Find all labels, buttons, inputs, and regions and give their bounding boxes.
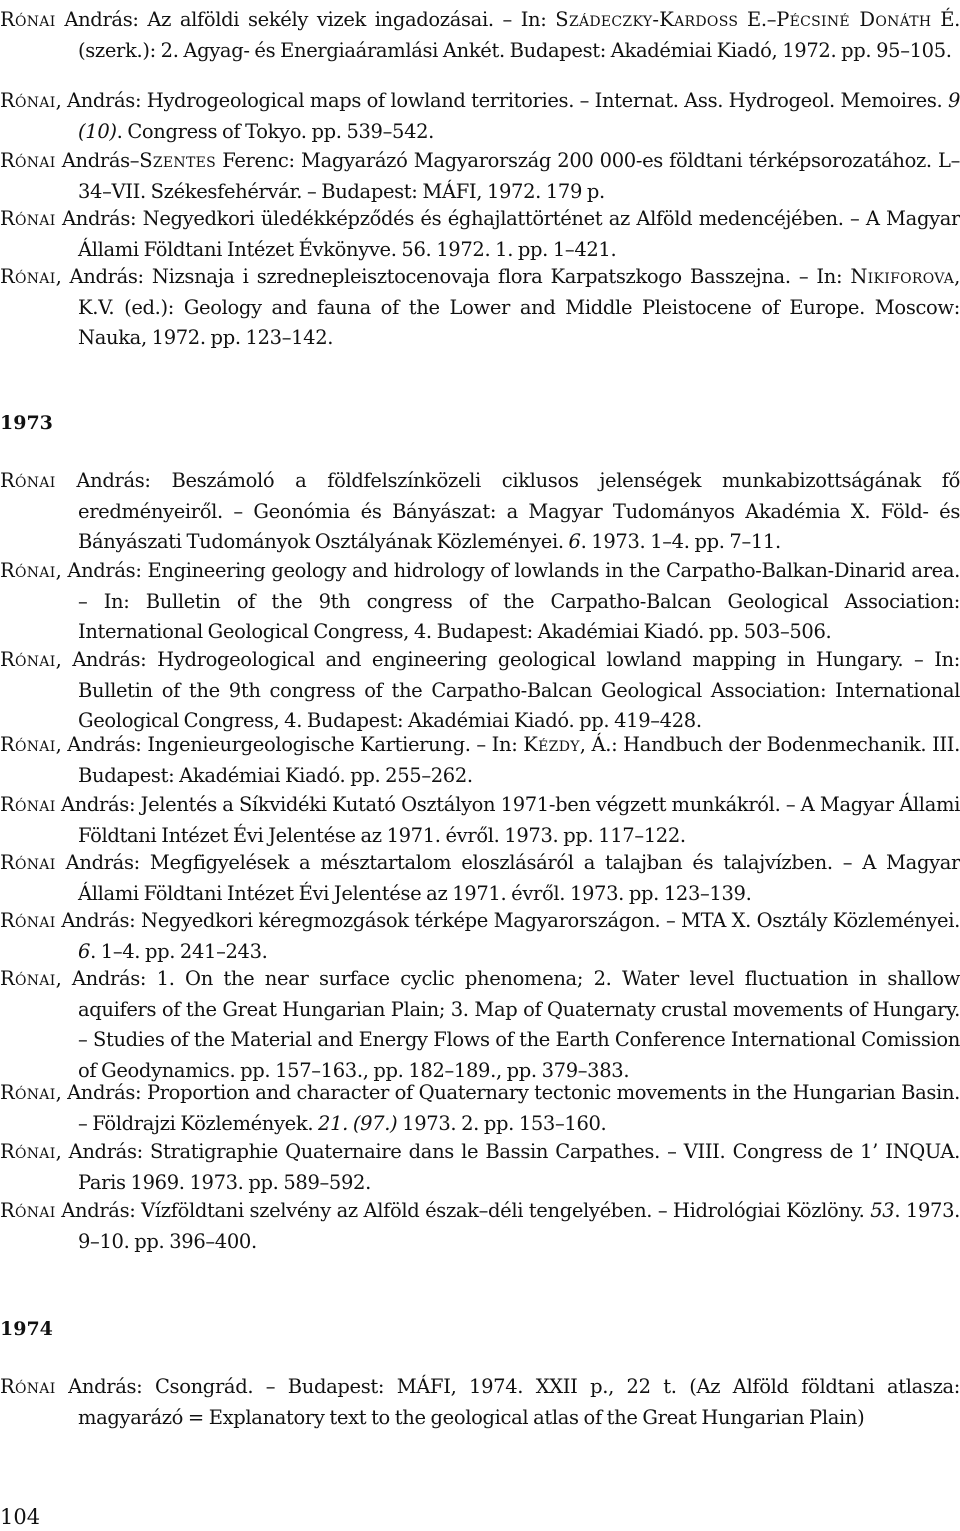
citation-text: , K.V. (ed.): Geology and fauna of the Lower and Middle Pleistocene of Europe. Moscow: Nauka, 1972. pp. 123–142.	[78, 265, 960, 349]
bibliography-entry	[0, 848, 960, 909]
bibliography-entry	[0, 1137, 960, 1198]
citation-text: , Á.: Handbuch der Bodenmechanik. III. Budapest: Akadémiai Kiadó. pp. 255–262.	[78, 733, 960, 787]
author-name: Rónai	[0, 8, 56, 31]
author-name: Rónai	[0, 851, 56, 874]
bibliography-entry	[0, 1078, 960, 1139]
citation-text: E.–	[738, 8, 777, 31]
bibliography-entry	[0, 1372, 960, 1433]
volume-number: 53	[870, 1199, 895, 1222]
citation-text: , András: Hydrogeological maps of lowland territories. – Internat. Ass. Hydrogeol. Memoires.	[55, 89, 948, 112]
bibliography-entry	[0, 86, 960, 147]
citation-text: András: Csongrád. – Budapest: MÁFI, 1974. XXII p., 22 t. (Az Alföld földtani atlasza: magyarázó = Explanatory text to the geological atlas of the Great Hungarian Plain)	[55, 1375, 960, 1429]
author-name: Rónai	[0, 1199, 56, 1222]
author-name: Rónai	[0, 207, 56, 230]
citation-text: András: Jelentés a Síkvidéki Kutató Osztályon 1971-ben végzett munkákról. – A Magyar Állami Földtani Intézet Évi Jelentése az 1971. évről. 1973. pp. 117–122.	[55, 793, 960, 847]
citation-text: 1973. 2. pp. 153–160.	[397, 1111, 607, 1135]
citation-text: É. (szerk.): 2. Agyag- és Energiaáramlási Ankét. Budapest: Akadémiai Kiadó, 1972. pp. 95–105.	[78, 8, 960, 62]
citation-text: András: Megfigyelések a mésztartalom eloszlásáról a talajban és talajvízben. – A Magyar Állami Földtani Intézet Évi Jelentése az 1971. évről. 1973. pp. 123–139.	[55, 851, 960, 905]
author-name: Szádeczky-Kardoss	[555, 8, 739, 31]
bibliography-entry	[0, 906, 960, 967]
volume-number: 21. (97.)	[318, 1111, 398, 1135]
author-name: Szentes	[139, 149, 216, 172]
volume-number: 9 (10)	[78, 89, 960, 143]
citation-text: András–	[55, 149, 140, 172]
author-name: Rónai	[0, 469, 56, 492]
bibliography-entry	[0, 1196, 960, 1257]
volume-number: 6	[78, 939, 91, 963]
citation-text: . 1–4. pp. 241–243.	[90, 939, 268, 963]
bibliography-entry	[0, 645, 960, 737]
author-name: Rónai	[0, 265, 56, 288]
bibliography-entry	[0, 556, 960, 648]
author-name: Rónai	[0, 1140, 56, 1163]
author-name: Pécsiné Donáth	[776, 8, 932, 31]
citation-text: , András: Hydrogeological and engineering geological lowland mapping in Hungary. – In: Bulletin of the 9th congress of the Carpatho-Balcan Geological Association: International Geological Congress, 4. Budapest: Akadémiai Kiadó. pp. 419–428.	[55, 648, 960, 732]
citation-text: András: Negyedkori üledékképződés és éghajlattörténet az Alföld medencéjében. – A Magyar Állami Földtani Intézet Évkönyve. 56. 1972. 1. pp. 1–421.	[55, 207, 960, 261]
author-name: Rónai	[0, 149, 56, 172]
citation-text: , András: Ingenieurgeologische Kartierung. – In:	[55, 733, 524, 756]
author-name: Kézdy	[523, 733, 580, 756]
year-heading-1973: 1973	[0, 412, 53, 434]
bibliography-entry	[0, 5, 960, 66]
year-heading-1974: 1974	[0, 1318, 53, 1340]
bibliography-entry	[0, 730, 960, 791]
volume-number: 6	[568, 530, 581, 553]
author-name: Rónai	[0, 89, 56, 112]
author-name: Rónai	[0, 648, 56, 671]
citation-text: , András: Proportion and character of Quaternary tectonic movements in the Hungarian Basin. – Földrajzi Közlemények.	[55, 1081, 960, 1135]
citation-text: András: Az alföldi sekély vizek ingadozásai. – In:	[55, 8, 556, 31]
citation-text: . 1973. 9–10. pp. 396–400.	[78, 1199, 960, 1253]
citation-text: . 1973. 1–4. pp. 7–11.	[580, 530, 781, 553]
author-name: Nikiforova	[850, 265, 955, 288]
bibliography-entry	[0, 146, 960, 207]
citation-text: , András: Nizsnaja i szrednepleisztocenovaja flora Karpatszkogo Basszejna. – In:	[55, 265, 851, 288]
citation-text: , András: 1. On the near surface cyclic phenomena; 2. Water level fluctuation in shallow aquifers of the Great Hungarian Plain; 3. Map of Quaternaty crustal movements of Hungary. – Studies of the Material and Energy Flows of the Earth Conference International Comission of Geodynamics. pp. 157–163., pp. 182–189., pp. 379–383.	[55, 967, 960, 1082]
author-name: Rónai	[0, 559, 56, 582]
author-name: Rónai	[0, 793, 56, 816]
citation-text: , András: Engineering geology and hidrology of lowlands in the Carpatho-Balkan-Dinarid area. – In: Bulletin of the 9th congress of the Carpatho-Balcan Geological Association: International Geological Congress, 4. Budapest: Akadémiai Kiadó. pp. 503–506.	[55, 559, 960, 643]
page-number: 104	[0, 1505, 41, 1529]
author-name: Rónai	[0, 733, 56, 756]
author-name: Rónai	[0, 909, 56, 932]
citation-text: András: Beszámoló a földfelszínközeli ciklusos jelenségek munkabizottságának fő eredményeiről. – Geonómia és Bányászat: a Magyar Tudományos Akadémia X. Föld- és Bányászati Tudományok Osztályának Közleményei.	[55, 469, 960, 553]
bibliography-entry	[0, 466, 960, 558]
bibliography-entry	[0, 204, 960, 265]
citation-text: . Congress of Tokyo. pp. 539–542.	[116, 119, 435, 143]
bibliography-entry	[0, 964, 960, 1086]
author-name: Rónai	[0, 967, 56, 990]
citation-text: András: Negyedkori kéregmozgások térképe Magyarországon. – MTA X. Osztály Közleményei.	[55, 909, 960, 932]
bibliography-entry	[0, 262, 960, 354]
citation-text: Ferenc: Magyarázó Magyarország 200 000-es földtani térképsorozatához. L–34–VII. Székesfehérvár. – Budapest: MÁFI, 1972. 179 p.	[78, 149, 960, 203]
citation-text: , András: Stratigraphie Quaternaire dans le Bassin Carpathes. – VIII. Congress de 1’ INQUA. Paris 1969. 1973. pp. 589–592.	[55, 1140, 960, 1194]
citation-text: András: Vízföldtani szelvény az Alföld észak–déli tengelyében. – Hidrológiai Közlöny.	[55, 1199, 871, 1222]
bibliography-entry	[0, 790, 960, 851]
author-name: Rónai	[0, 1375, 56, 1398]
author-name: Rónai	[0, 1081, 56, 1104]
